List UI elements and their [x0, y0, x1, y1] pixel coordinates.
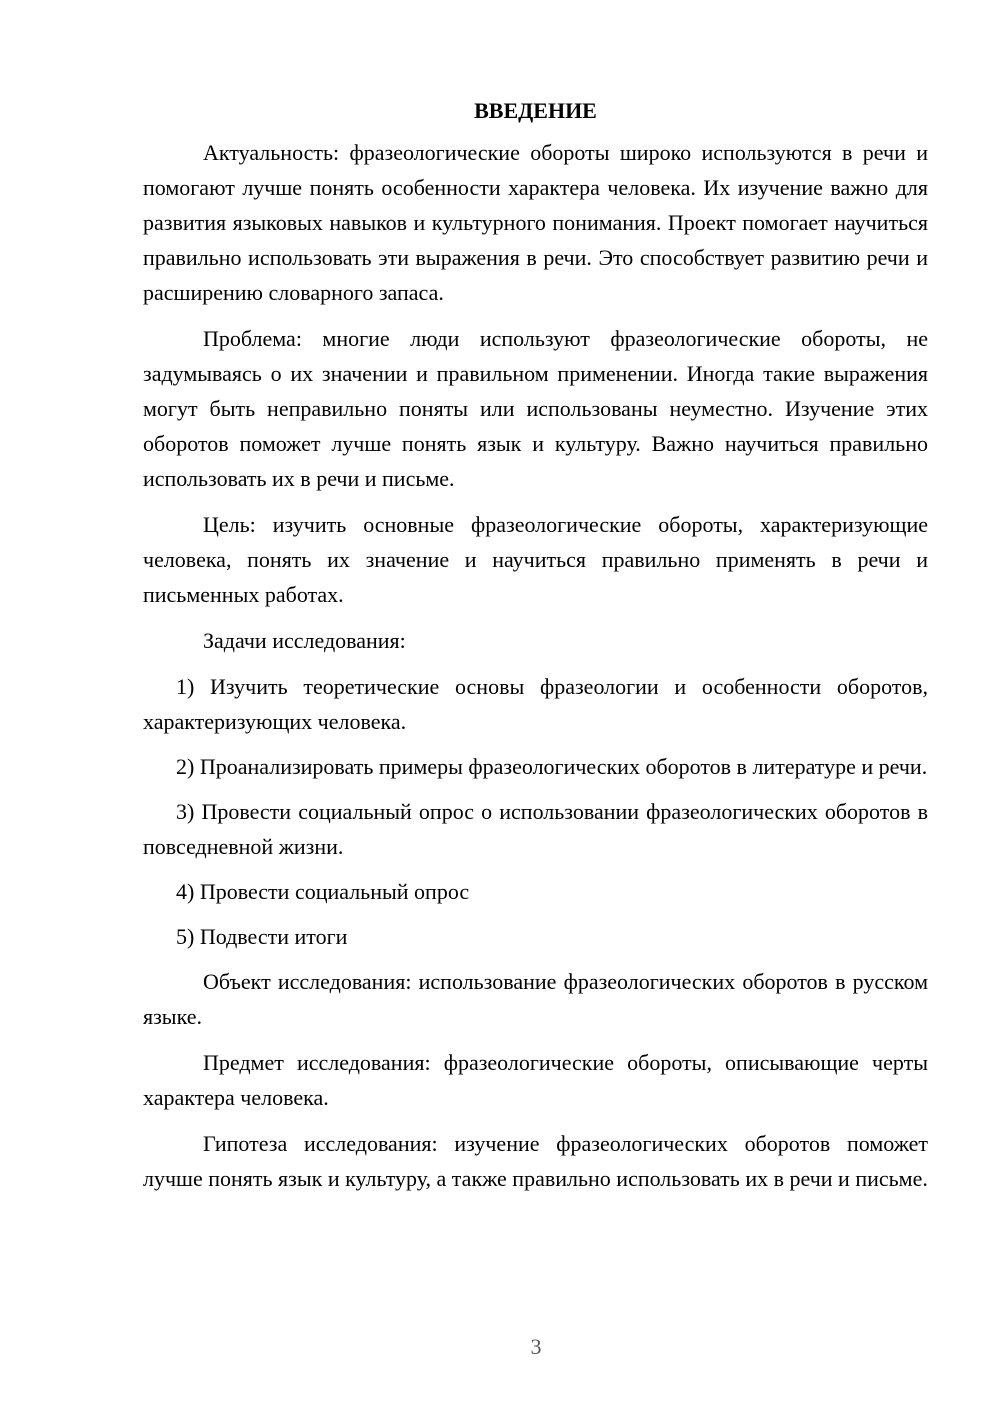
page-number: 3 — [530, 1334, 542, 1359]
goal-paragraph: Цель: изучить основные фразеологические обороты, характеризующие человека, понять их значение и научиться правильно применять в речи и письменных работах. — [143, 512, 928, 607]
hypothesis-paragraph: Гипотеза исследования: изучение фразеологических оборотов поможет лучше понять язык и культуру, а также правильно использовать их в речи и письме. — [143, 1131, 928, 1191]
document-body — [143, 93, 928, 1207]
task-item-2: 2) Проанализировать примеры фразеологических оборотов в литературе и речи. — [176, 754, 928, 779]
relevance-paragraph: Актуальность: фразеологические обороты широко используются в речи и помогают лучше понять особенности характера человека. Их изучение важно для развития языковых навыков и культурного понимания. Проект помогает научиться правильно использовать эти выражения в речи. Это способствует развитию речи и расширению словарного запаса. — [143, 140, 928, 305]
problem-paragraph: Проблема: многие люди используют фразеологические обороты, не задумываясь о их значении и правильном применении. Иногда такие выражения могут быть неправильно поняты или использованы неуместно. Изучение этих оборотов поможет лучше понять язык и культуру. Важно научиться правильно использовать их в речи и письме. — [143, 326, 928, 491]
task-item-3: 3) Провести социальный опрос о использовании фразеологических оборотов в повседневной жизни. — [143, 799, 928, 859]
object-paragraph: Объект исследования: использование фразеологических оборотов в русском языке. — [143, 969, 928, 1029]
subject-paragraph: Предмет исследования: фразеологические обороты, описывающие черты характера человека. — [143, 1050, 928, 1110]
page-title: ВВЕДЕНИЕ — [474, 98, 597, 123]
task-item-1: 1) Изучить теоретические основы фразеологии и особенности оборотов, характеризующих человека. — [143, 674, 928, 734]
tasks-heading: Задачи исследования: — [203, 628, 406, 653]
task-item-4: 4) Провести социальный опрос — [176, 879, 470, 904]
task-item-5: 5) Подвести итоги — [176, 924, 348, 949]
